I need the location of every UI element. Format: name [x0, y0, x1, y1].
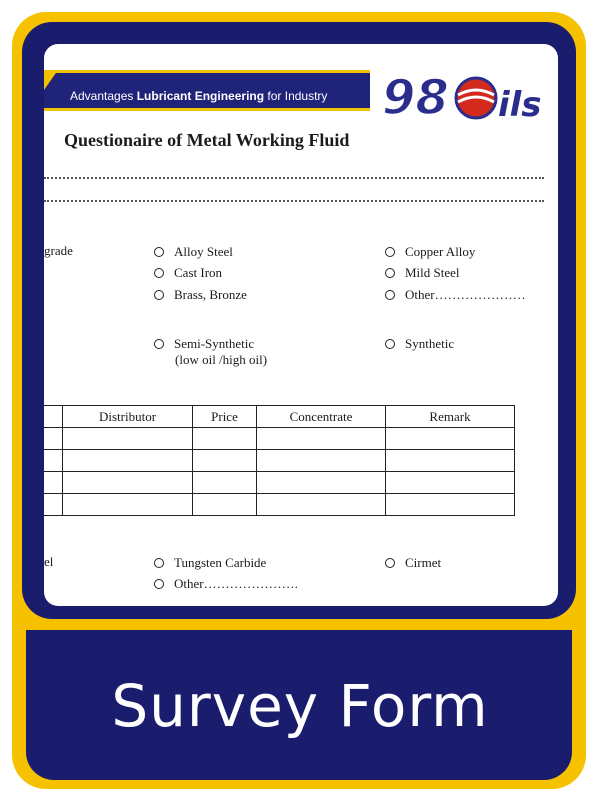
dotted-line-2 — [44, 200, 544, 202]
table-cell[interactable] — [257, 472, 386, 494]
table-cell[interactable] — [63, 494, 193, 516]
material-label: grade — [44, 243, 73, 258]
radio-icon — [154, 268, 164, 278]
option-mild-steel[interactable]: Mild Steel — [385, 265, 460, 281]
banner-top-stripe — [44, 70, 370, 73]
option-other-tool[interactable]: Other…………………. — [154, 576, 298, 592]
table-cell[interactable] — [386, 472, 515, 494]
option-tungsten-carbide[interactable]: Tungsten Carbide — [154, 555, 266, 571]
table-cell[interactable] — [386, 428, 515, 450]
radio-icon — [385, 558, 395, 568]
option-semi-synthetic[interactable]: Semi-Synthetic — [154, 336, 254, 352]
radio-icon — [385, 247, 395, 257]
table-cell[interactable] — [257, 494, 386, 516]
radio-icon — [154, 558, 164, 568]
table-row — [44, 428, 515, 450]
table-row — [44, 450, 515, 472]
radio-icon — [385, 290, 395, 300]
table-cell[interactable] — [44, 450, 63, 472]
survey-form-title: Survey Form — [111, 672, 489, 740]
table-cell[interactable] — [193, 472, 257, 494]
banner-notch — [44, 70, 58, 90]
table-cell[interactable] — [386, 450, 515, 472]
table-header-distributor: Distributor — [63, 406, 193, 428]
table-cell[interactable] — [44, 472, 63, 494]
option-alloy-steel[interactable]: Alloy Steel — [154, 244, 233, 260]
table-cell[interactable] — [44, 494, 63, 516]
table-cell[interactable] — [63, 472, 193, 494]
table-cell[interactable] — [63, 450, 193, 472]
option-synthetic[interactable]: Synthetic — [385, 336, 454, 352]
radio-icon — [154, 339, 164, 349]
option-cast-iron[interactable]: Cast Iron — [154, 265, 222, 281]
svg-text:ils: ils — [498, 85, 542, 124]
table-cell[interactable] — [193, 450, 257, 472]
radio-icon — [154, 247, 164, 257]
table-cell[interactable] — [257, 428, 386, 450]
table-cell[interactable] — [44, 428, 63, 450]
banner-bottom-stripe — [44, 108, 370, 111]
table-header-price: Price — [193, 406, 257, 428]
table-header-row — [44, 406, 515, 428]
table-cell[interactable] — [257, 450, 386, 472]
questionnaire-title: Questionaire of Metal Working Fluid — [64, 130, 350, 150]
dotted-line-1 — [44, 177, 544, 179]
table-row — [44, 472, 515, 494]
radio-icon — [385, 339, 395, 349]
table-cell[interactable] — [63, 428, 193, 450]
table-cell[interactable] — [193, 494, 257, 516]
option-copper-alloy[interactable]: Copper Alloy — [385, 244, 475, 260]
radio-icon — [154, 290, 164, 300]
table-header-remark: Remark — [386, 406, 515, 428]
table-cell[interactable] — [386, 494, 515, 516]
tool-label: el — [44, 554, 54, 569]
option-cirmet[interactable]: Cirmet — [385, 555, 441, 571]
radio-icon — [154, 579, 164, 589]
table-row — [44, 494, 515, 516]
supplier-table — [44, 405, 515, 516]
radio-icon — [385, 268, 395, 278]
option-brass-bronze[interactable]: Brass, Bronze — [154, 287, 247, 303]
table-header-cell — [44, 406, 63, 428]
banner-tagline: Advantages Lubricant Engineering for Industry — [70, 89, 328, 103]
option-other-material[interactable]: Other………………… — [385, 287, 526, 303]
table-header-concentrate: Concentrate — [257, 406, 386, 428]
table-cell[interactable] — [193, 428, 257, 450]
svg-text:98: 98 — [382, 70, 449, 124]
98oils-logo — [380, 68, 556, 124]
document-preview — [44, 44, 558, 606]
semi-synthetic-note: (low oil /high oil) — [175, 352, 268, 367]
